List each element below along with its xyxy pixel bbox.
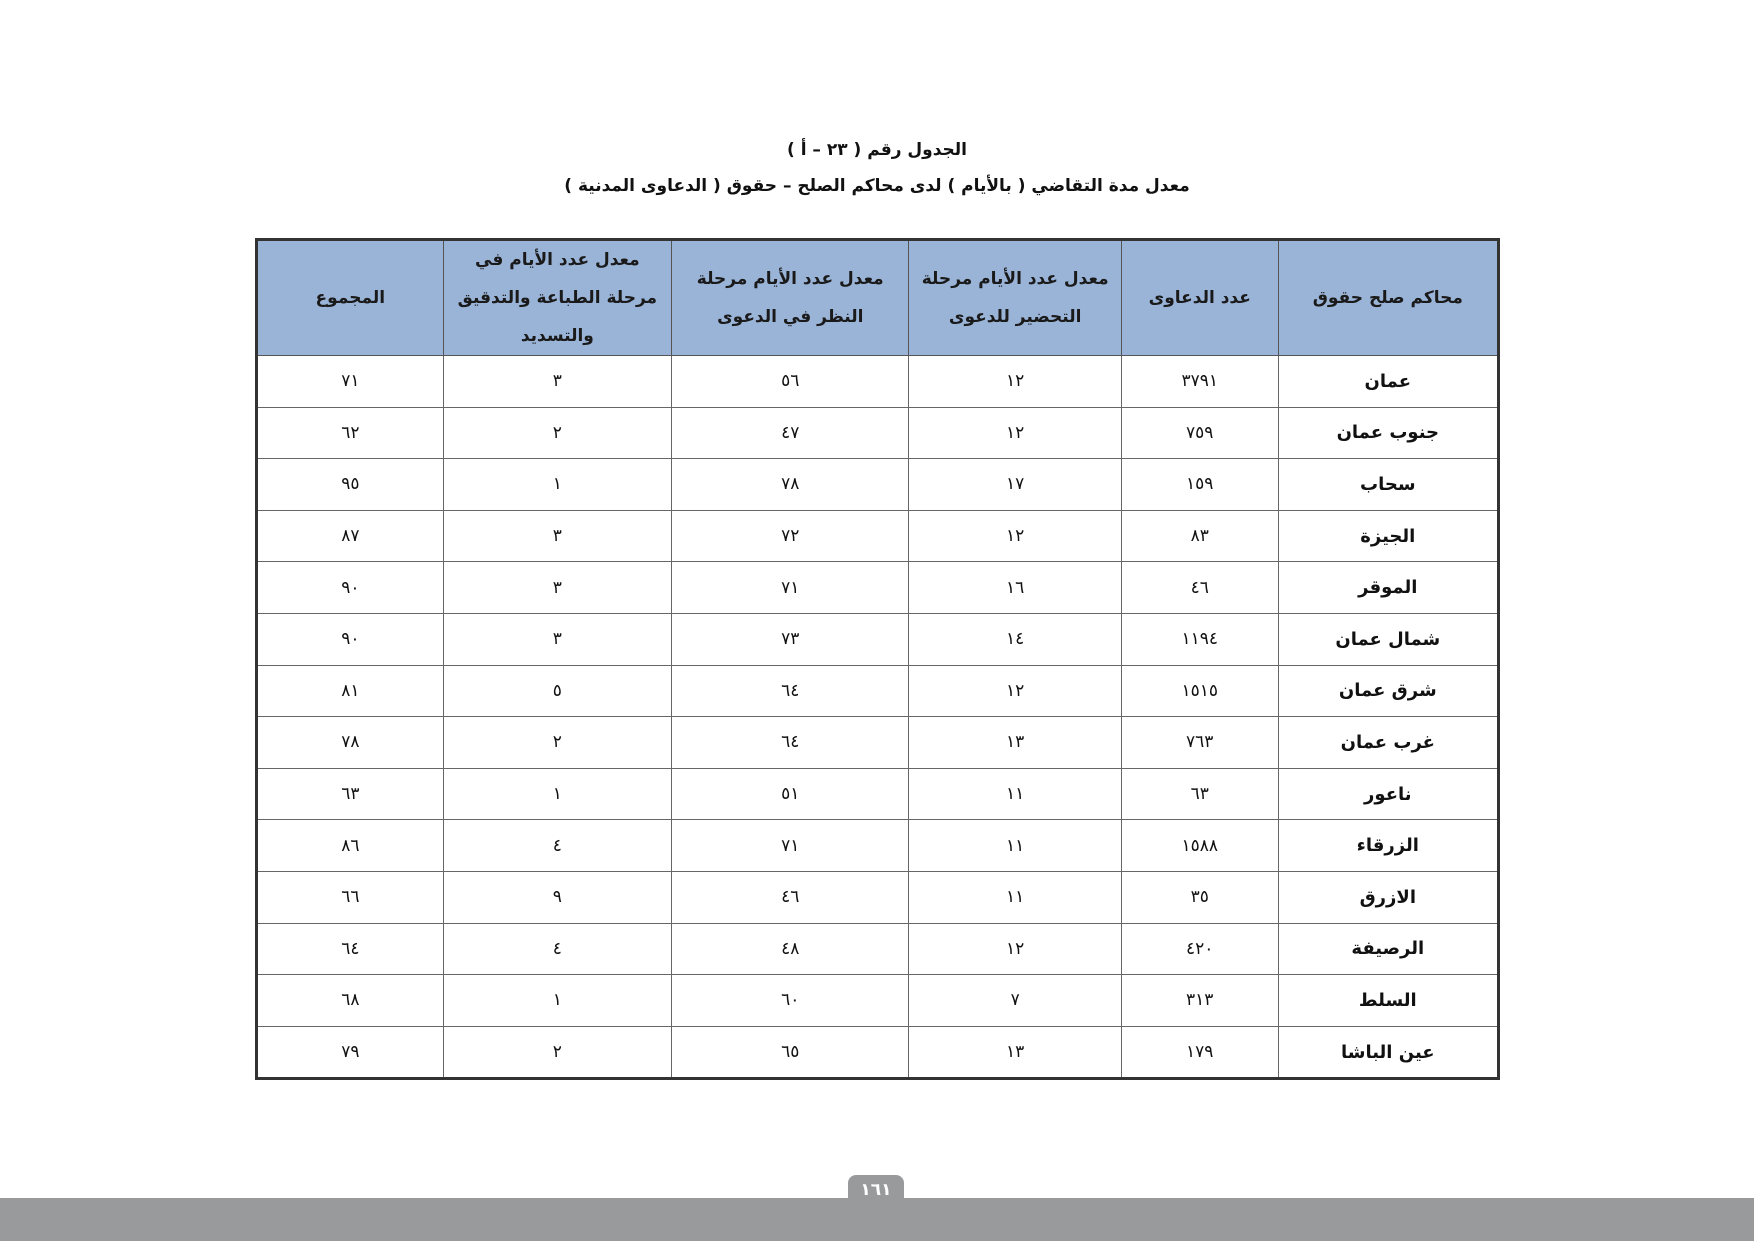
court-name-cell: شمال عمان (1278, 613, 1498, 665)
preparation-days-cell: ١٦ (909, 562, 1121, 614)
case-count-cell: ٣٥ (1121, 871, 1278, 923)
hearing-days-cell: ٦٤ (672, 717, 909, 769)
printing-days-cell: ١ (443, 768, 671, 820)
table-row (257, 613, 1499, 665)
court-name-cell: الزرقاء (1278, 820, 1498, 872)
page-number: ١٦١ (848, 1175, 904, 1205)
table-row (257, 665, 1499, 717)
case-count-cell: ٣١٣ (1121, 975, 1278, 1027)
total-days-cell: ٧١ (257, 356, 444, 408)
printing-days-cell: ١ (443, 975, 671, 1027)
hearing-days-cell: ٤٦ (672, 871, 909, 923)
total-days-cell: ٩٠ (257, 613, 444, 665)
case-count-cell: ٧٦٣ (1121, 717, 1278, 769)
court-name-cell: الرصيفة (1278, 923, 1498, 975)
hearing-days-cell: ٦٥ (672, 1026, 909, 1079)
court-name-cell: غرب عمان (1278, 717, 1498, 769)
court-name-cell: عين الباشا (1278, 1026, 1498, 1079)
preparation-days-cell: ١٧ (909, 459, 1121, 511)
hearing-days-cell: ٧٢ (672, 510, 909, 562)
hearing-days-cell: ٧٣ (672, 613, 909, 665)
printing-days-cell: ٤ (443, 923, 671, 975)
court-name-cell: ناعور (1278, 768, 1498, 820)
total-days-cell: ٦٨ (257, 975, 444, 1027)
header-court: محاكم صلح حقوق (1278, 240, 1498, 356)
preparation-days-cell: ١٤ (909, 613, 1121, 665)
case-count-cell: ٤٢٠ (1121, 923, 1278, 975)
printing-days-cell: ٣ (443, 562, 671, 614)
table-header-row (257, 240, 1499, 356)
hearing-days-cell: ٧٨ (672, 459, 909, 511)
court-name-cell: شرق عمان (1278, 665, 1498, 717)
preparation-days-cell: ١١ (909, 871, 1121, 923)
printing-days-cell: ٥ (443, 665, 671, 717)
total-days-cell: ٧٩ (257, 1026, 444, 1079)
litigation-duration-table (255, 238, 1500, 1080)
table-row (257, 923, 1499, 975)
printing-days-cell: ٤ (443, 820, 671, 872)
preparation-days-cell: ١٢ (909, 923, 1121, 975)
preparation-days-cell: ١٣ (909, 717, 1121, 769)
table-row (257, 459, 1499, 511)
table-number-title: الجدول رقم ( ٢٣ – أ ) (787, 140, 967, 160)
table-row (257, 356, 1499, 408)
court-name-cell: عمان (1278, 356, 1498, 408)
case-count-cell: ١٧٩ (1121, 1026, 1278, 1079)
preparation-days-cell: ١٢ (909, 665, 1121, 717)
table-row (257, 510, 1499, 562)
preparation-days-cell: ١٢ (909, 510, 1121, 562)
hearing-days-cell: ٥١ (672, 768, 909, 820)
hearing-days-cell: ٧١ (672, 562, 909, 614)
table-row (257, 1026, 1499, 1079)
preparation-days-cell: ١٢ (909, 407, 1121, 459)
case-count-cell: ٣٧٩١ (1121, 356, 1278, 408)
preparation-days-cell: ١١ (909, 768, 1121, 820)
hearing-days-cell: ٦٤ (672, 665, 909, 717)
preparation-days-cell: ٧ (909, 975, 1121, 1027)
preparation-days-cell: ١١ (909, 820, 1121, 872)
table-row (257, 407, 1499, 459)
header-hearing-days: معدل عدد الأيام مرحلة النظر في الدعوى (672, 240, 909, 356)
case-count-cell: ٤٦ (1121, 562, 1278, 614)
preparation-days-cell: ١٣ (909, 1026, 1121, 1079)
table-row (257, 871, 1499, 923)
header-case-count: عدد الدعاوى (1121, 240, 1278, 356)
court-name-cell: جنوب عمان (1278, 407, 1498, 459)
total-days-cell: ٦٦ (257, 871, 444, 923)
case-count-cell: ١٥٩ (1121, 459, 1278, 511)
hearing-days-cell: ٤٧ (672, 407, 909, 459)
case-count-cell: ٧٥٩ (1121, 407, 1278, 459)
total-days-cell: ٨٧ (257, 510, 444, 562)
total-days-cell: ٨٦ (257, 820, 444, 872)
printing-days-cell: ٢ (443, 717, 671, 769)
table-row (257, 717, 1499, 769)
printing-days-cell: ٣ (443, 510, 671, 562)
header-preparation-days: معدل عدد الأيام مرحلة التحضير للدعوى (909, 240, 1121, 356)
printing-days-cell: ٢ (443, 407, 671, 459)
total-days-cell: ٩٠ (257, 562, 444, 614)
printing-days-cell: ٩ (443, 871, 671, 923)
header-printing-days: معدل عدد الأيام في مرحلة الطباعة والتدقيق والتسديد (443, 240, 671, 356)
court-name-cell: السلط (1278, 975, 1498, 1027)
case-count-cell: ٨٣ (1121, 510, 1278, 562)
court-name-cell: الازرق (1278, 871, 1498, 923)
court-name-cell: الجيزة (1278, 510, 1498, 562)
preparation-days-cell: ١٢ (909, 356, 1121, 408)
hearing-days-cell: ٥٦ (672, 356, 909, 408)
header-total: المجموع (257, 240, 444, 356)
table-row (257, 975, 1499, 1027)
court-name-cell: الموقر (1278, 562, 1498, 614)
table-row (257, 562, 1499, 614)
table-row (257, 768, 1499, 820)
total-days-cell: ٨١ (257, 665, 444, 717)
case-count-cell: ١٥١٥ (1121, 665, 1278, 717)
hearing-days-cell: ٤٨ (672, 923, 909, 975)
printing-days-cell: ٢ (443, 1026, 671, 1079)
total-days-cell: ٦٤ (257, 923, 444, 975)
total-days-cell: ٩٥ (257, 459, 444, 511)
case-count-cell: ٦٣ (1121, 768, 1278, 820)
hearing-days-cell: ٦٠ (672, 975, 909, 1027)
total-days-cell: ٦٢ (257, 407, 444, 459)
total-days-cell: ٧٨ (257, 717, 444, 769)
hearing-days-cell: ٧١ (672, 820, 909, 872)
case-count-cell: ١٥٨٨ (1121, 820, 1278, 872)
court-name-cell: سحاب (1278, 459, 1498, 511)
table-caption: معدل مدة التقاضي ( بالأيام ) لدى محاكم الصلح – حقوق ( الدعاوى المدنية ) (564, 176, 1190, 196)
printing-days-cell: ٣ (443, 356, 671, 408)
table-row (257, 820, 1499, 872)
case-count-cell: ١١٩٤ (1121, 613, 1278, 665)
printing-days-cell: ١ (443, 459, 671, 511)
total-days-cell: ٦٣ (257, 768, 444, 820)
printing-days-cell: ٣ (443, 613, 671, 665)
